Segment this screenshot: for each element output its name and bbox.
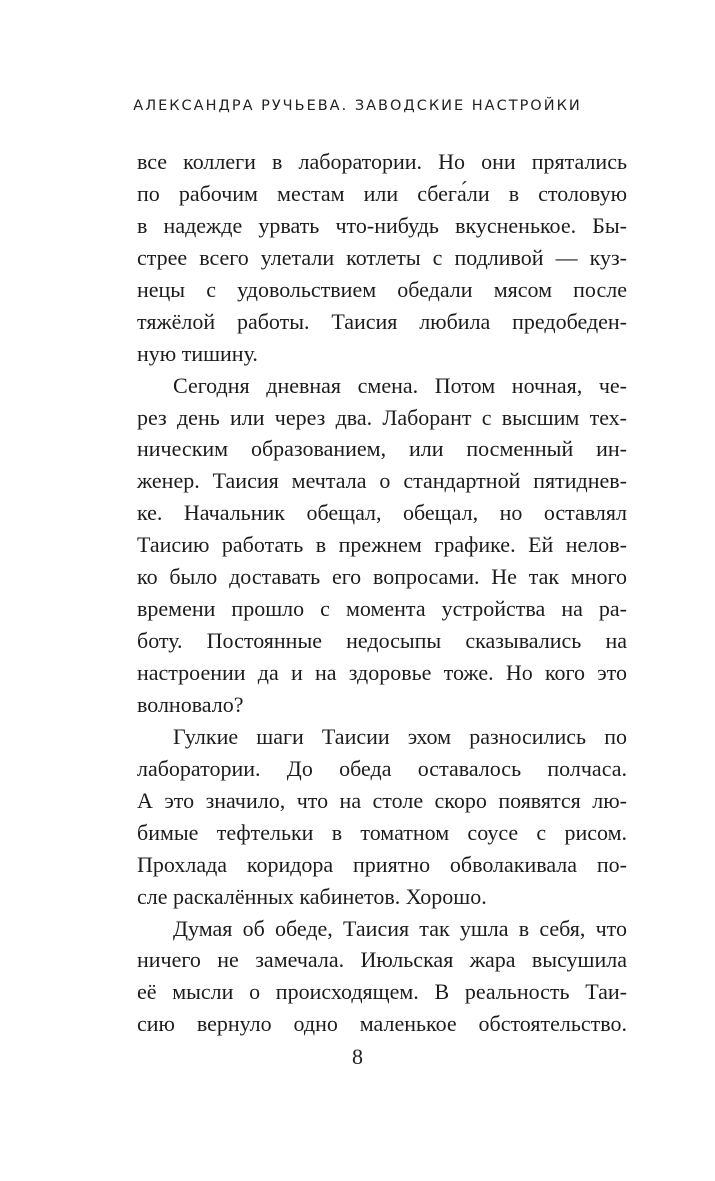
text-line: ную тишину. (137, 340, 258, 366)
text-line: Думая об обеде, Таисия так ушла в себя, что (173, 915, 627, 941)
text-line: сле раскалённых кабинетов. Хорошо. (137, 883, 487, 909)
text-line: женер. Таисия мечтала о стандартной пятиднев- (137, 468, 627, 494)
text-line: А это значило, что на столе скоро появятся лю- (137, 787, 627, 813)
text-line: Гулкие шаги Таисии эхом разносились по (173, 723, 627, 749)
text-line: ке. Начальник обещал, обещал, но оставлял (137, 500, 627, 526)
text-line: нецы с удовольствием обедали мясом после (137, 276, 627, 302)
text-line: Сегодня дневная смена. Потом ночная, че- (173, 372, 627, 398)
text-line: Таисию работать в прежнем графике. Ей нелов- (137, 532, 627, 558)
text-line: ничего не замечала. Июльская жара высушила (137, 947, 627, 973)
text-line: стрее всего улетали котлеты с подливой — куз- (137, 244, 627, 270)
text-line: рез день или через два. Лаборант с высшим тех- (137, 404, 627, 430)
text-line: Прохлада коридора приятно обволакивала по- (137, 851, 627, 877)
text-line: её мысли о происходящем. В реальность Таи- (137, 979, 627, 1005)
text-line: тяжёлой работы. Таисия любила предобеден- (137, 308, 627, 334)
text-line: ническим образованием, или посменный ин- (137, 436, 627, 462)
text-line: бимые тефтельки в томатном соусе с рисом. (137, 819, 627, 845)
text-line: волновало? (137, 691, 244, 717)
page-number: 8 (352, 1044, 363, 1069)
body-text (137, 146, 627, 1040)
text-line: все коллеги в лаборатории. Но они прятались (137, 149, 627, 174)
text-line: ко было доставать его вопросами. Не так много (137, 564, 627, 590)
text-line: сию вернуло одно маленькое обстоятельство. (137, 1011, 627, 1037)
text-line: по рабочим местам или сбега́ли в столовую (137, 180, 627, 206)
text-line: настроении да и на здоровье тоже. Но кого это (137, 660, 627, 685)
text-line: боту. Постоянные недосыпы сказывались на (137, 628, 627, 654)
text-line: лаборатории. До обеда оставалось полчаса. (137, 755, 627, 781)
running-head: АЛЕКСАНДРА РУЧЬЕВА. ЗАВОДСКИЕ НАСТРОЙКИ (133, 98, 582, 114)
text-line: времени прошло с момента устройства на ра- (137, 596, 627, 622)
text-line: в надежде урвать что-нибудь вкусненькое. Бы- (137, 212, 627, 238)
